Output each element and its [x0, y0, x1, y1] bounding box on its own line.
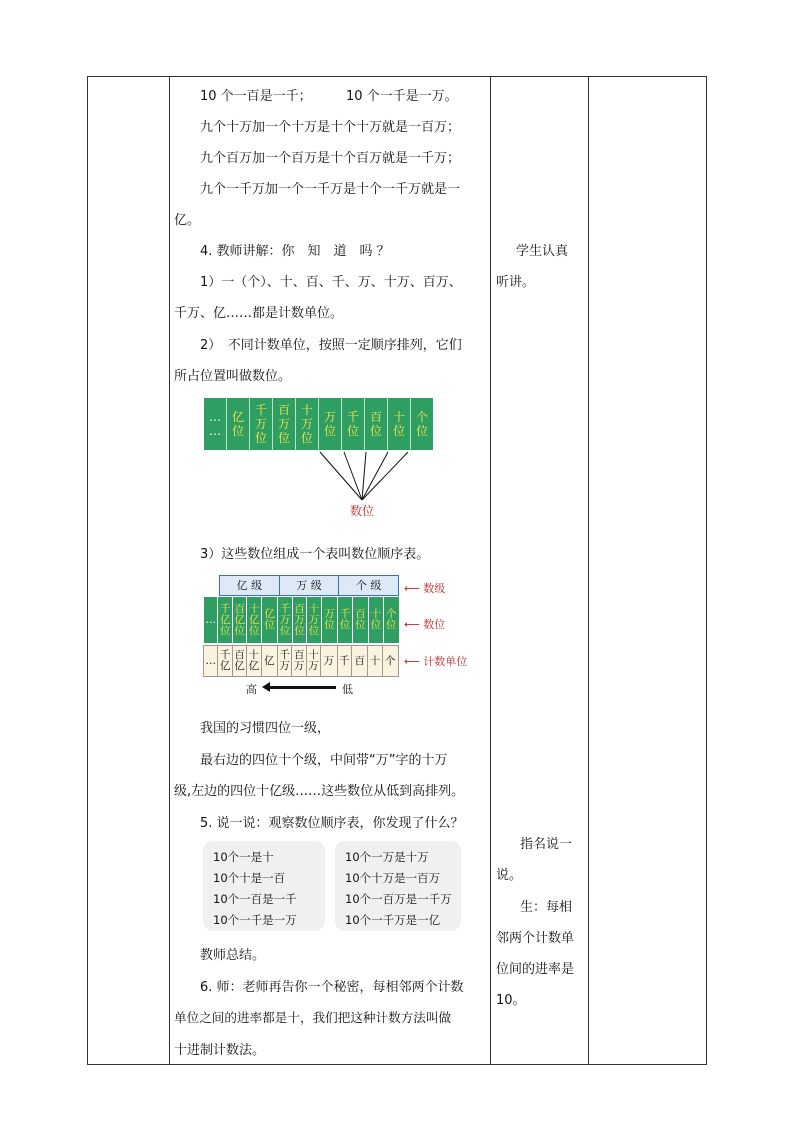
student-text: 听讲。 — [496, 275, 536, 290]
unit-cell: … — [204, 646, 217, 676]
text-line: 级,左边的四位十亿级……这些数位从低到高排列。 — [174, 784, 465, 799]
text-line: 亿。 — [174, 213, 201, 228]
low-label: 低 — [342, 683, 353, 696]
place-value-strip — [204, 398, 433, 450]
text-line: 2） 不同计数单位，按照一定顺序排列，它们 — [200, 338, 462, 353]
fact-line: 10个十万是一百万 — [345, 871, 441, 885]
place-cell: 十 万 位 — [306, 597, 320, 643]
student-text: 学生认真 — [516, 244, 569, 259]
place-label: 数位 — [350, 504, 375, 518]
student-text: 指名说一 — [520, 837, 573, 852]
place-cell: … — [203, 597, 217, 643]
fact-line: 10个一千是一万 — [213, 913, 297, 927]
fact-line: 10个一百万是一千万 — [345, 892, 452, 906]
text-line: 最右边的四位十个级，中间带“万”字的十万 — [200, 753, 448, 768]
place-cell: 千 亿 位 — [217, 597, 231, 643]
arrow-head-icon — [262, 682, 270, 692]
strip-cell: 万 位 — [318, 398, 341, 450]
unit-cell: 亿 — [261, 646, 277, 676]
place-cell: 百 位 — [352, 597, 368, 643]
text-line: 十进制计数法。 — [174, 1043, 266, 1058]
text-line: 6. 师：老师再告你一个秘密，每相邻两个计数 — [200, 980, 464, 995]
column-divider — [169, 77, 170, 1064]
unit-cell: 百 万 — [291, 646, 305, 676]
unit-cell: 万 — [320, 646, 336, 676]
fact-line: 10个一千万是一亿 — [345, 913, 441, 927]
text-line: 4. 教师讲解：你 知 道 吗 ？ — [200, 244, 390, 259]
unit-arrow-label: ⟵ 计数单位 — [404, 655, 468, 668]
text-line: 九个十万加一个十万是十个十万就是一百万； — [200, 120, 461, 135]
high-label: 高 — [246, 683, 257, 696]
place-cell: 千 万 位 — [277, 597, 291, 643]
place-cell: 万 位 — [321, 597, 337, 643]
unit-cell: 百 — [351, 646, 367, 676]
strip-cell: 十 位 — [387, 398, 410, 450]
strip-cell: 千 万 位 — [249, 398, 272, 450]
strip-cell: 亿 位 — [226, 398, 249, 450]
place-cell: 百 亿 位 — [232, 597, 246, 643]
text-line: 5. 说一说：观察数位顺序表，你发现了什么？ — [200, 816, 464, 831]
student-text: 说。 — [496, 868, 523, 883]
strip-cell: 百 位 — [364, 398, 387, 450]
unit-cell: 个 — [382, 646, 398, 676]
text-line: 千万、亿……都是计数单位。 — [174, 306, 344, 321]
fact-line: 10个一万是十万 — [345, 850, 429, 864]
student-text: 邻两个计数单 — [496, 931, 575, 946]
text-line: 10 个一千是一万。 — [346, 89, 458, 104]
unit-cell: 千 — [337, 646, 351, 676]
level-arrow-label: ⟵ 数级 — [404, 582, 446, 595]
place-cell: 亿 位 — [261, 597, 277, 643]
place-cell: 十 亿 位 — [246, 597, 260, 643]
unit-cell: 十 — [367, 646, 381, 676]
level-row — [219, 575, 399, 596]
text-line: 单位之间的进率都是十，我们把这种计数方法叫做 — [174, 1010, 452, 1025]
facts-box-left — [203, 841, 325, 931]
student-text: 10。 — [496, 993, 526, 1008]
facts-box-right — [335, 841, 461, 931]
fact-line: 10个一是十 — [213, 850, 274, 864]
column-divider — [490, 77, 491, 1064]
place-cell: 个 位 — [383, 597, 399, 643]
strip-cell: 千 位 — [341, 398, 364, 450]
place-arrow-label: ⟵ 数位 — [404, 618, 446, 631]
column-divider — [588, 77, 589, 1064]
text-line: 九个一千万加一个一千万是十个一千万就是一 — [200, 182, 461, 197]
unit-cell: 百 亿 — [232, 646, 246, 676]
level-cell: 万 级 — [279, 576, 339, 595]
text-line: 1）一（个）、十、百、千、万、十万、百万、 — [200, 275, 462, 290]
direction-arrow — [266, 686, 336, 689]
text-line: 10 个一百是一千； — [200, 89, 312, 104]
place-row — [203, 597, 399, 643]
fact-line: 10个十是一百 — [213, 871, 286, 885]
level-cell: 个 级 — [338, 576, 398, 595]
unit-cell: 十 亿 — [246, 646, 260, 676]
strip-cell: 百 万 位 — [272, 398, 295, 450]
place-cell: 十 位 — [368, 597, 382, 643]
unit-cell: 千 亿 — [217, 646, 231, 676]
unit-row — [203, 645, 399, 677]
text-line: 教师总结。 — [200, 948, 266, 963]
level-cell: 亿 级 — [236, 579, 263, 592]
fact-line: 10个一百是一千 — [213, 892, 297, 906]
unit-cell: 千 万 — [277, 646, 291, 676]
strip-cell: 个 位 — [410, 398, 433, 450]
unit-cell: 十 万 — [306, 646, 320, 676]
text-line: 我国的习惯四位一级， — [200, 721, 331, 736]
strip-cell: 十 万 位 — [295, 398, 318, 450]
text-line: 九个百万加一个百万是十个百万就是一千万； — [200, 151, 461, 166]
place-cell: 千 位 — [337, 597, 351, 643]
text-line: 所占位置叫做数位。 — [174, 369, 292, 384]
strip-cell: … … — [209, 410, 221, 438]
text-line: 3）这些数位组成一个表叫数位顺序表。 — [200, 547, 430, 562]
student-text: 生：每相 — [520, 900, 573, 915]
place-cell: 百 万 位 — [292, 597, 306, 643]
student-text: 位间的进率是 — [496, 962, 575, 977]
pointer-arrows — [300, 448, 440, 508]
